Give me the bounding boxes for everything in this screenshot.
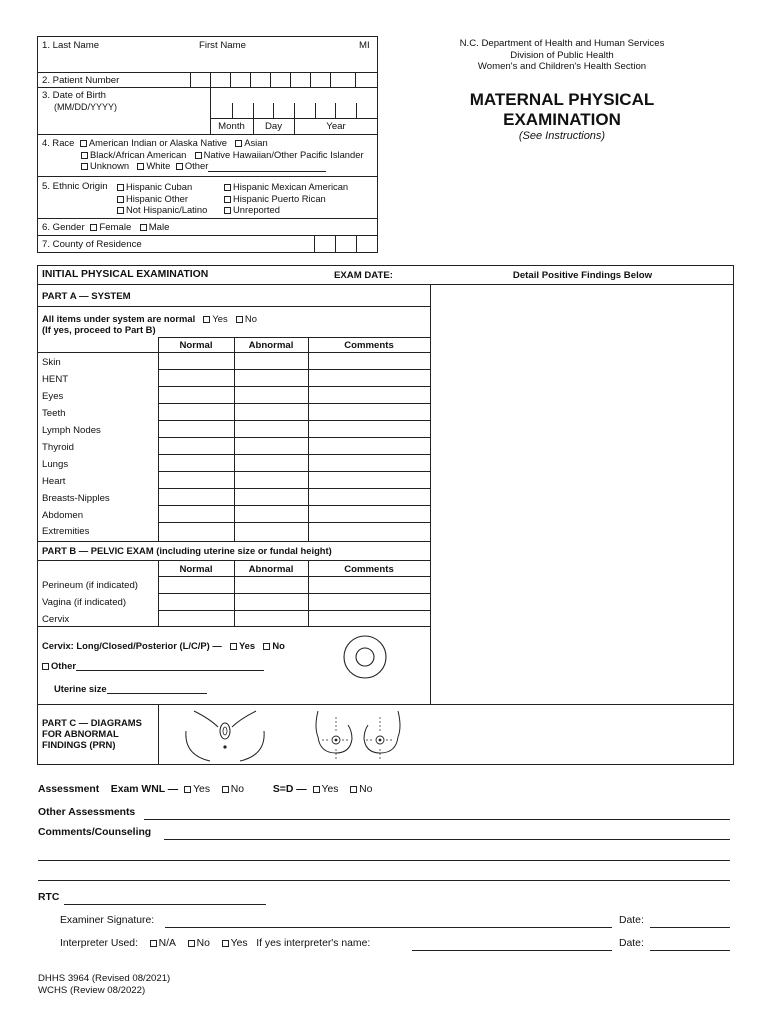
ethnic-group-2 xyxy=(221,181,348,216)
system-row-eyes: Eyes xyxy=(42,391,64,402)
interpreter-name-field[interactable] xyxy=(412,950,612,951)
cervix-no-checkbox[interactable] xyxy=(263,643,270,650)
pelvic-row-perineum: Perineum (if indicated) xyxy=(42,580,138,591)
race-black-checkbox[interactable] xyxy=(81,152,88,159)
comments-line-3[interactable] xyxy=(38,880,730,881)
ethnic-not-hispanic-checkbox[interactable] xyxy=(117,207,124,214)
sd-label: S=D — xyxy=(272,784,307,795)
system-row-thyroid: Thyroid xyxy=(42,442,74,453)
part-c-line2: FOR ABNORMAL xyxy=(42,728,119,739)
interpreter-row xyxy=(60,938,370,949)
race-nhpi-label: Native Hawaiian/Other Pacific Islander xyxy=(203,148,364,160)
wnl-no-checkbox[interactable] xyxy=(222,786,229,793)
ethnic-other-checkbox[interactable] xyxy=(117,196,124,203)
uterine-size-label: Uterine size xyxy=(54,683,107,694)
wnl-yes-checkbox[interactable] xyxy=(184,786,191,793)
system-row-skin: Skin xyxy=(42,357,61,368)
patient-number-label: 2. Patient Number xyxy=(42,75,120,86)
year-label: Year xyxy=(326,121,346,132)
cervix-yes-label: Yes xyxy=(238,640,256,651)
interpreter-na-checkbox[interactable] xyxy=(150,940,157,947)
cervix-other-label: Other xyxy=(51,660,77,671)
county-label: 7. County of Residence xyxy=(42,239,142,250)
month-label: Month xyxy=(218,121,245,132)
ethnic-other-label: Hispanic Other xyxy=(126,192,189,204)
interpreter-date-field[interactable] xyxy=(650,950,730,951)
day-label: Day xyxy=(264,121,283,132)
race-ai-label: American Indian or Alaska Native xyxy=(88,137,228,148)
interpreter-label: Interpreter Used: xyxy=(60,938,138,949)
all-normal-no-label: No xyxy=(244,313,257,324)
title-line1: MATERNAL PHYSICAL xyxy=(469,90,655,109)
mi-label: MI xyxy=(359,40,370,51)
interpreter-no-label: No xyxy=(196,938,210,949)
cervix-other-field[interactable] xyxy=(76,661,264,671)
interpreter-na-label: N/A xyxy=(158,938,176,949)
pelvic-col-normal: Normal xyxy=(179,564,213,575)
uterine-size-field[interactable] xyxy=(107,684,207,694)
agency-line1: N.C. Department of Health and Human Services xyxy=(459,38,665,49)
col-comments-header: Comments xyxy=(344,340,394,351)
last-name-label: 1. Last Name xyxy=(42,40,100,51)
race-asian-label: Asian xyxy=(244,137,268,148)
footer-line2: WCHS (Review 08/2022) xyxy=(38,984,146,996)
all-normal-yes-label: Yes xyxy=(212,313,228,324)
agency-block xyxy=(420,38,704,73)
part-b-label: PART B — PELVIC EXAM (including uterine size or fundal height) xyxy=(42,545,332,556)
form-subtitle: (See Instructions) xyxy=(518,130,606,142)
all-normal-yes-checkbox[interactable] xyxy=(203,316,210,323)
interpreter-date-label: Date: xyxy=(619,938,644,949)
race-group xyxy=(42,137,364,172)
rtc-label: RTC xyxy=(38,892,60,903)
other-assessments-label: Other Assessments xyxy=(38,807,136,818)
col-normal-header: Normal xyxy=(179,340,213,351)
cervix-question xyxy=(42,640,285,651)
gender-male-checkbox[interactable] xyxy=(140,224,147,231)
other-assessments-field[interactable] xyxy=(144,819,730,820)
race-other-checkbox[interactable] xyxy=(176,163,183,170)
race-label: 4. Race xyxy=(42,137,75,148)
ethnic-puerto-rican-label: Hispanic Puerto Rican xyxy=(233,192,326,204)
examiner-date-label: Date: xyxy=(619,915,644,926)
system-row-heart: Heart xyxy=(42,476,66,487)
part-c-label xyxy=(42,717,142,750)
system-row-lymph: Lymph Nodes xyxy=(42,425,101,436)
ethnic-puerto-rican-checkbox[interactable] xyxy=(224,196,231,203)
pelvic-col-comments: Comments xyxy=(344,564,394,575)
system-row-extremities: Extremities xyxy=(42,526,90,537)
race-unknown-label: Unknown xyxy=(90,160,130,171)
perineum-diagram xyxy=(180,707,270,763)
agency-line2: Division of Public Health xyxy=(510,49,614,61)
dob-format: (MM/DD/YYYY) xyxy=(54,102,117,112)
race-white-label: White xyxy=(146,160,171,171)
wnl-yes-label: Yes xyxy=(193,784,211,795)
gender-male-label: Male xyxy=(148,222,170,233)
rtc-field[interactable] xyxy=(64,904,266,905)
system-row-hent: HENT xyxy=(42,374,69,385)
pelvic-col-abnormal: Abnormal xyxy=(248,564,294,575)
assessment-row xyxy=(38,784,372,795)
cervix-yes-checkbox[interactable] xyxy=(230,643,237,650)
ethnic-label: 5. Ethnic Origin xyxy=(42,181,108,192)
wnl-no-label: No xyxy=(230,784,244,795)
system-row-breasts: Breasts-Nipples xyxy=(42,493,110,504)
comments-line-2[interactable] xyxy=(38,860,730,861)
examiner-signature-label: Examiner Signature: xyxy=(60,915,155,926)
ethnic-unreported-checkbox[interactable] xyxy=(224,207,231,214)
examiner-date-field[interactable] xyxy=(650,927,730,928)
all-normal-question xyxy=(42,313,257,335)
cervix-no-label: No xyxy=(272,640,285,651)
system-row-teeth: Teeth xyxy=(42,408,66,419)
cervix-diagram xyxy=(340,632,390,682)
exam-header: INITIAL PHYSICAL EXAMINATION xyxy=(42,269,209,280)
first-name-label: First Name xyxy=(199,40,246,51)
race-other-label: Other xyxy=(184,160,209,171)
ethnic-mexican-checkbox[interactable] xyxy=(224,184,231,191)
interpreter-yes-label: Yes xyxy=(230,938,248,949)
gender-female-label: Female xyxy=(99,222,132,233)
interpreter-name-label: If yes interpreter's name: xyxy=(256,938,371,949)
pelvic-row-vagina: Vagina (if indicated) xyxy=(42,597,127,608)
system-row-lungs: Lungs xyxy=(42,459,69,470)
ethnic-not-hispanic-label: Not Hispanic/Latino xyxy=(126,204,208,215)
race-black-label: Black/African American xyxy=(90,148,187,160)
gender-group xyxy=(42,222,169,233)
exam-wnl-label: Exam WNL — xyxy=(110,784,179,795)
race-asian-checkbox[interactable] xyxy=(235,140,242,147)
ethnic-group-1 xyxy=(114,181,207,216)
ethnic-mexican-label: Hispanic Mexican American xyxy=(233,181,349,192)
race-other-field[interactable] xyxy=(208,162,326,172)
all-normal-text: All items under system are normal xyxy=(42,313,196,324)
all-normal-no-checkbox[interactable] xyxy=(236,316,243,323)
uterine-size xyxy=(54,683,207,694)
race-ai-checkbox[interactable] xyxy=(80,140,87,147)
ethnic-cuban-label: Hispanic Cuban xyxy=(126,181,193,192)
pelvic-row-cervix: Cervix xyxy=(42,614,70,625)
cervix-question-text: Cervix: Long/Closed/Posterior (L/C/P) — xyxy=(42,640,222,651)
dob-label: 3. Date of Birth xyxy=(42,90,106,101)
sd-no-checkbox[interactable] xyxy=(350,786,357,793)
sd-no-label: No xyxy=(359,784,373,795)
form-footer xyxy=(38,973,170,996)
cervix-other xyxy=(42,660,264,671)
part-a-label: PART A — SYSTEM xyxy=(42,291,131,302)
examiner-signature-field[interactable] xyxy=(165,927,612,928)
race-unknown-checkbox[interactable] xyxy=(81,163,88,170)
exam-date-label: EXAM DATE: xyxy=(334,270,393,281)
agency-line3: Women's and Children's Health Section xyxy=(477,61,647,72)
race-nhpi-checkbox[interactable] xyxy=(195,152,202,159)
detail-findings-area[interactable] xyxy=(431,285,733,704)
ethnic-unreported-label: Unreported xyxy=(233,204,280,215)
comments-field[interactable] xyxy=(164,839,730,840)
footer-line1: DHHS 3964 (Revised 08/2021) xyxy=(38,973,171,984)
gender-female-checkbox[interactable] xyxy=(90,224,97,231)
gender-label: 6. Gender xyxy=(42,222,85,233)
assessment-label: Assessment xyxy=(38,784,100,795)
title-line2: EXAMINATION xyxy=(503,110,621,129)
comments-label: Comments/Counseling xyxy=(38,827,152,838)
interpreter-no-checkbox[interactable] xyxy=(188,940,195,947)
interpreter-yes-checkbox[interactable] xyxy=(222,940,229,947)
system-row-abdomen: Abdomen xyxy=(42,510,84,521)
part-c-line3: FINDINGS (PRN) xyxy=(42,739,116,750)
sd-yes-checkbox[interactable] xyxy=(313,786,320,793)
ethnic-cuban-checkbox[interactable] xyxy=(117,184,124,191)
race-white-checkbox[interactable] xyxy=(137,163,144,170)
detail-findings-label: Detail Positive Findings Below xyxy=(512,270,653,281)
cervix-other-checkbox[interactable] xyxy=(42,663,49,670)
form-title xyxy=(420,90,704,130)
part-c-line1: PART C — DIAGRAMS xyxy=(42,717,142,728)
col-abnormal-header: Abnormal xyxy=(248,340,294,351)
sd-yes-label: Yes xyxy=(321,784,339,795)
all-normal-note: (If yes, proceed to Part B) xyxy=(42,324,156,335)
breast-diagram xyxy=(308,707,408,763)
